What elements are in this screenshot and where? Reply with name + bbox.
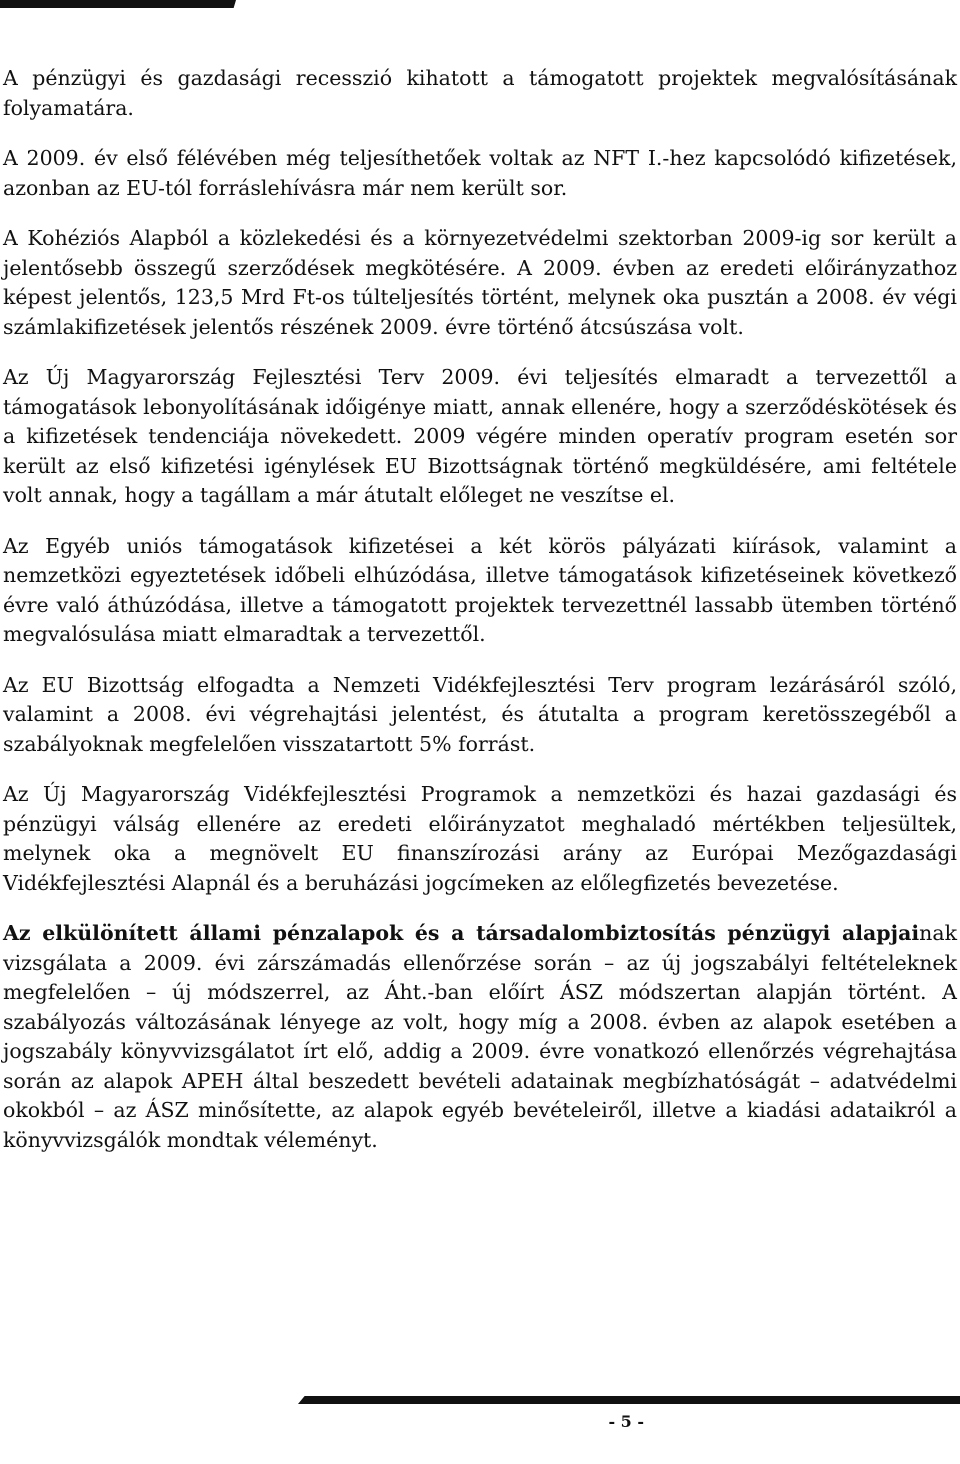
footer [0,1412,960,1431]
paragraph-funds-audit-lead: Az elkülönített állami pénzalapok és a társadalombiztosítás pénzügyi alapjai [3,921,920,945]
paragraph-nvt: Az EU Bizottság elfogadta a Nemzeti Vidékfejlesztési Terv program lezárásáról szóló, valamint a 2008. évi végrehajtási jelentést, és átutalta a program keretösszegéből a szabályoknak megfelelően visszatartott 5% forrást. [3,672,957,756]
header-rule [0,0,236,8]
paragraph-umft: Az Új Magyarország Fejlesztési Terv 2009. évi teljesítés elmaradt a tervezettől a támogatások lebonyolításának időigénye miatt, annak ellenére, hogy a szerződéskötések és a kifizetések tendenciája növekedett. 2009 végére minden operatív program esetén sor került az első kifizetési igénylések EU Bizottságnak történő megküldésére, ami feltétele volt annak, hogy a tagállam a már átutalt előleget ne veszítse el. [3,365,957,507]
paragraph-other-eu-support: Az Egyéb uniós támogatások kifizetései a két körös pályázati kiírások, valamint a nemzetközi egyeztetések időbeli elhúzódása, illetve támogatások kifizetéseinek következő évre való áthúzódása, illetve a támogatott projektek tervezettnél lassabb ütemben történő megvalósulása miatt elmaradtak a tervezettől. [3,533,957,646]
paragraph-funds-audit [3,919,957,1155]
paragraph-recession: A pénzügyi és gazdasági recesszió kihatott a támogatott projektek megvalósításának folyamatára. [3,66,957,120]
page-number: - 5 - [608,1412,644,1431]
paragraph-umvp: Az Új Magyarország Vidékfejlesztési Programok a nemzetközi és hazai gazdasági és pénzügyi válság ellenére az eredeti előirányzatot meghaladó mértékben teljesültek, melynek oka a megnövelt EU finanszírozási arány az Európai Mezőgazdasági Vidékfejlesztési Alapnál és a beruházási jogcímeken az előlegfizetés bevezetése. [3,782,957,895]
footer-rule [298,1396,960,1404]
paragraph-funds-audit-text: nak vizsgálata a 2009. évi zárszámadás ellenőrzése során – az új jogszabályi feltételeknek megfelelően – új módszerrel, az Áht.-ban előírt ÁSZ módszertan alapján történt. A szabályozás változásának lényege az volt, hogy míg a 2008. évben az alapok esetében a jogszabály könyvvizsgálatot írt elő, addig a 2009. évre vonatkozó ellenőrzés végrehajtása során az alapok APEH által beszedett bevételi adatainak megbízhatóságát – adatvédelmi okokból – az ÁSZ minősítette, az alapok egyéb bevételeiről, illetve a kiadási adataikról a könyvvizsgálók mondtak véleményt. [3,921,957,1152]
paragraph-cohesion-fund: A Kohéziós Alapból a közlekedési és a környezetvédelmi szektorban 2009-ig sor került a jelentősebb összegű szerződések megkötésére. A 2009. évben az eredeti előirányzathoz képest jelentős, 123,5 Mrd Ft-os túlteljesítés történt, melynek oka pusztán a 2008. év végi számlakifizetések jelentős részének 2009. évre történő átcsúszása volt. [3,226,957,339]
document-body [3,64,957,1176]
paragraph-nft: A 2009. év első félévében még teljesíthetőek voltak az NFT I.-hez kapcsolódó kifizetések, azonban az EU-tól forráslehívásra már nem került sor. [3,146,957,200]
